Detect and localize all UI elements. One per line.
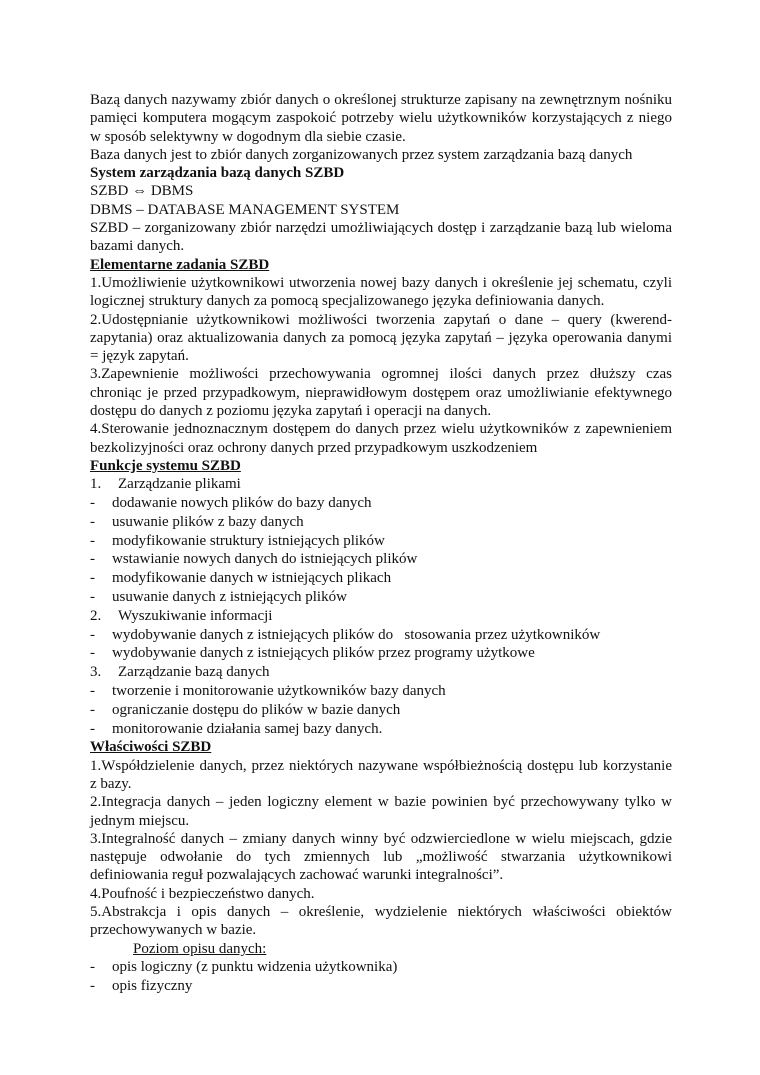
list-item: [90, 644, 672, 663]
list-item: [90, 513, 672, 532]
paragraph: SZBD – zorganizowany zbiór narzędzi umożliwiających dostęp i zarządzanie bazą lub wieloma bazami danych.: [90, 220, 672, 255]
intro-paragraph: Bazą danych nazywamy zbiór danych o określonej strukturze zapisany na zewnętrznym nośniku pamięci komputera mogącym zaspokoić potrzeby wielu użytkowników korzystających z niego w sposób selektywny w dogodnym dla siebie czasie.: [90, 92, 672, 145]
list-item-text: ograniczanie dostępu do plików w bazie danych: [112, 701, 401, 718]
list-item-text: usuwanie danych z istniejących plików: [112, 589, 347, 606]
property-item: 2.Integracja danych – jeden logiczny element w bazie powinien być przechowywany tylko w jednym miejscu.: [90, 794, 672, 829]
list-item-text: opis logiczny (z punktu widzenia użytkownika): [112, 958, 398, 975]
task-item: 4.Sterowanie jednoznacznym dostępem do danych przez wielu użytkowników z zapewnieniem bezkolizyjności oraz ochrony danych przed przypadkowym uszkodzeniem: [90, 421, 672, 456]
list-item-text: modyfikowanie danych w istniejących plikach: [112, 570, 392, 587]
dash-bullet: -: [90, 977, 95, 994]
group-number: 2.: [90, 607, 102, 624]
function-group: [90, 607, 672, 626]
list-item: [90, 494, 672, 513]
list-item-text: monitorowanie działania samej bazy danych.: [112, 720, 383, 737]
document-page: [90, 91, 672, 996]
list-item: [90, 720, 672, 739]
list-item: [90, 682, 672, 701]
property-item: 3.Integralność danych – zmiany danych winny być odzwierciedlone w wielu miejscach, gdzie następuje odwołanie do tych zmiennych lub „możliwość stwarzania użytkownikowi definiowania reguł pozwalających zachować warunki integralności”.: [90, 830, 672, 884]
group-number: 1.: [90, 476, 102, 493]
task-item: 2.Udostępnianie użytkownikowi możliwości tworzenia zapytań o dane – query (kwerend-zapytania) oraz aktualizowania danych za pomocą języka zapytań – języka operowania danymi = język zapytań.: [90, 311, 672, 365]
group-title: Wyszukiwanie informacji: [118, 607, 273, 624]
paragraph: SZBD ⇔ DBMS: [90, 183, 194, 200]
list-item: [90, 532, 672, 551]
list-item: [90, 550, 672, 569]
dash-bullet: -: [90, 589, 95, 606]
dash-bullet: -: [90, 495, 95, 512]
list-item-text: opis fizyczny: [112, 977, 193, 994]
section-heading: System zarządzania bazą danych SZBD: [90, 165, 345, 182]
dash-bullet: -: [90, 683, 95, 699]
list-item: [90, 569, 672, 588]
list-item: [90, 588, 672, 607]
list-item-text: modyfikowanie struktury istniejących plików: [112, 532, 385, 549]
dash-bullet: -: [90, 626, 95, 643]
list-item: [90, 958, 672, 977]
dash-bullet: -: [90, 551, 95, 568]
property-item: 5.Abstrakcja i opis danych – określenie, wydzielenie niektórych właściwości obiektów przechowywanych w bazie.: [90, 904, 672, 939]
dash-bullet: -: [90, 645, 95, 662]
functions-list: [90, 475, 672, 738]
list-item: [90, 701, 672, 720]
dash-bullet: -: [90, 570, 95, 587]
list-item-text: wydobywanie danych z istniejących plików przez programy użytkowe: [112, 645, 535, 662]
function-group: [90, 475, 672, 494]
list-item-text: wydobywanie danych z istniejących plików do stosowania przez użytkowników: [112, 626, 601, 643]
group-number: 3.: [90, 664, 102, 681]
dash-bullet: -: [90, 513, 95, 530]
section-heading: Właściwości SZBD: [90, 739, 212, 756]
list-item-text: usuwanie plików z bazy danych: [112, 513, 304, 530]
list-item-text: tworzenie i monitorowanie użytkowników bazy danych: [112, 683, 446, 699]
dash-bullet: -: [90, 701, 95, 718]
task-item: 3.Zapewnienie możliwości przechowywania ogromnej ilości danych przez dłuższy czas chroniąc je przed przypadkowym, nieprawidłowym dostępem oraz umożliwianie efektywnego dostępu do danych z poziomu języka zapytań i operacji na danych.: [90, 366, 672, 420]
task-item: 1.Umożliwienie użytkownikowi utworzenia nowej bazy danych i określenie jej schematu, czyli logicznej struktury danych za pomocą specjalizowanego języka definiowania danych.: [90, 274, 672, 310]
property-item: 4.Poufność i bezpieczeństwo danych.: [90, 885, 315, 902]
paragraph: DBMS – DATABASE MANAGEMENT SYSTEM: [90, 201, 400, 218]
function-group: [90, 663, 672, 682]
list-item: [90, 626, 672, 645]
section-heading: Funkcje systemu SZBD: [90, 457, 241, 474]
dash-bullet: -: [90, 720, 95, 737]
list-item: [90, 977, 672, 996]
dash-bullet: -: [90, 958, 95, 975]
group-title: Zarządzanie bazą danych: [118, 664, 270, 681]
section-heading: Elementarne zadania SZBD: [90, 256, 270, 273]
group-title: Zarządzanie plikami: [118, 476, 241, 493]
list-item-text: dodawanie nowych plików do bazy danych: [112, 495, 372, 512]
intro-paragraph: Baza danych jest to zbiór danych zorganizowanych przez system zarządzania bazą danych: [90, 146, 633, 163]
list-item-text: wstawianie nowych danych do istniejących plików: [112, 551, 418, 568]
dash-bullet: -: [90, 532, 95, 549]
sub-heading: Poziom opisu danych:: [133, 940, 267, 957]
property-item: 1.Współdzielenie danych, przez niektórych nazywane współbieżnością dostępu lub korzystanie z bazy.: [90, 757, 672, 792]
